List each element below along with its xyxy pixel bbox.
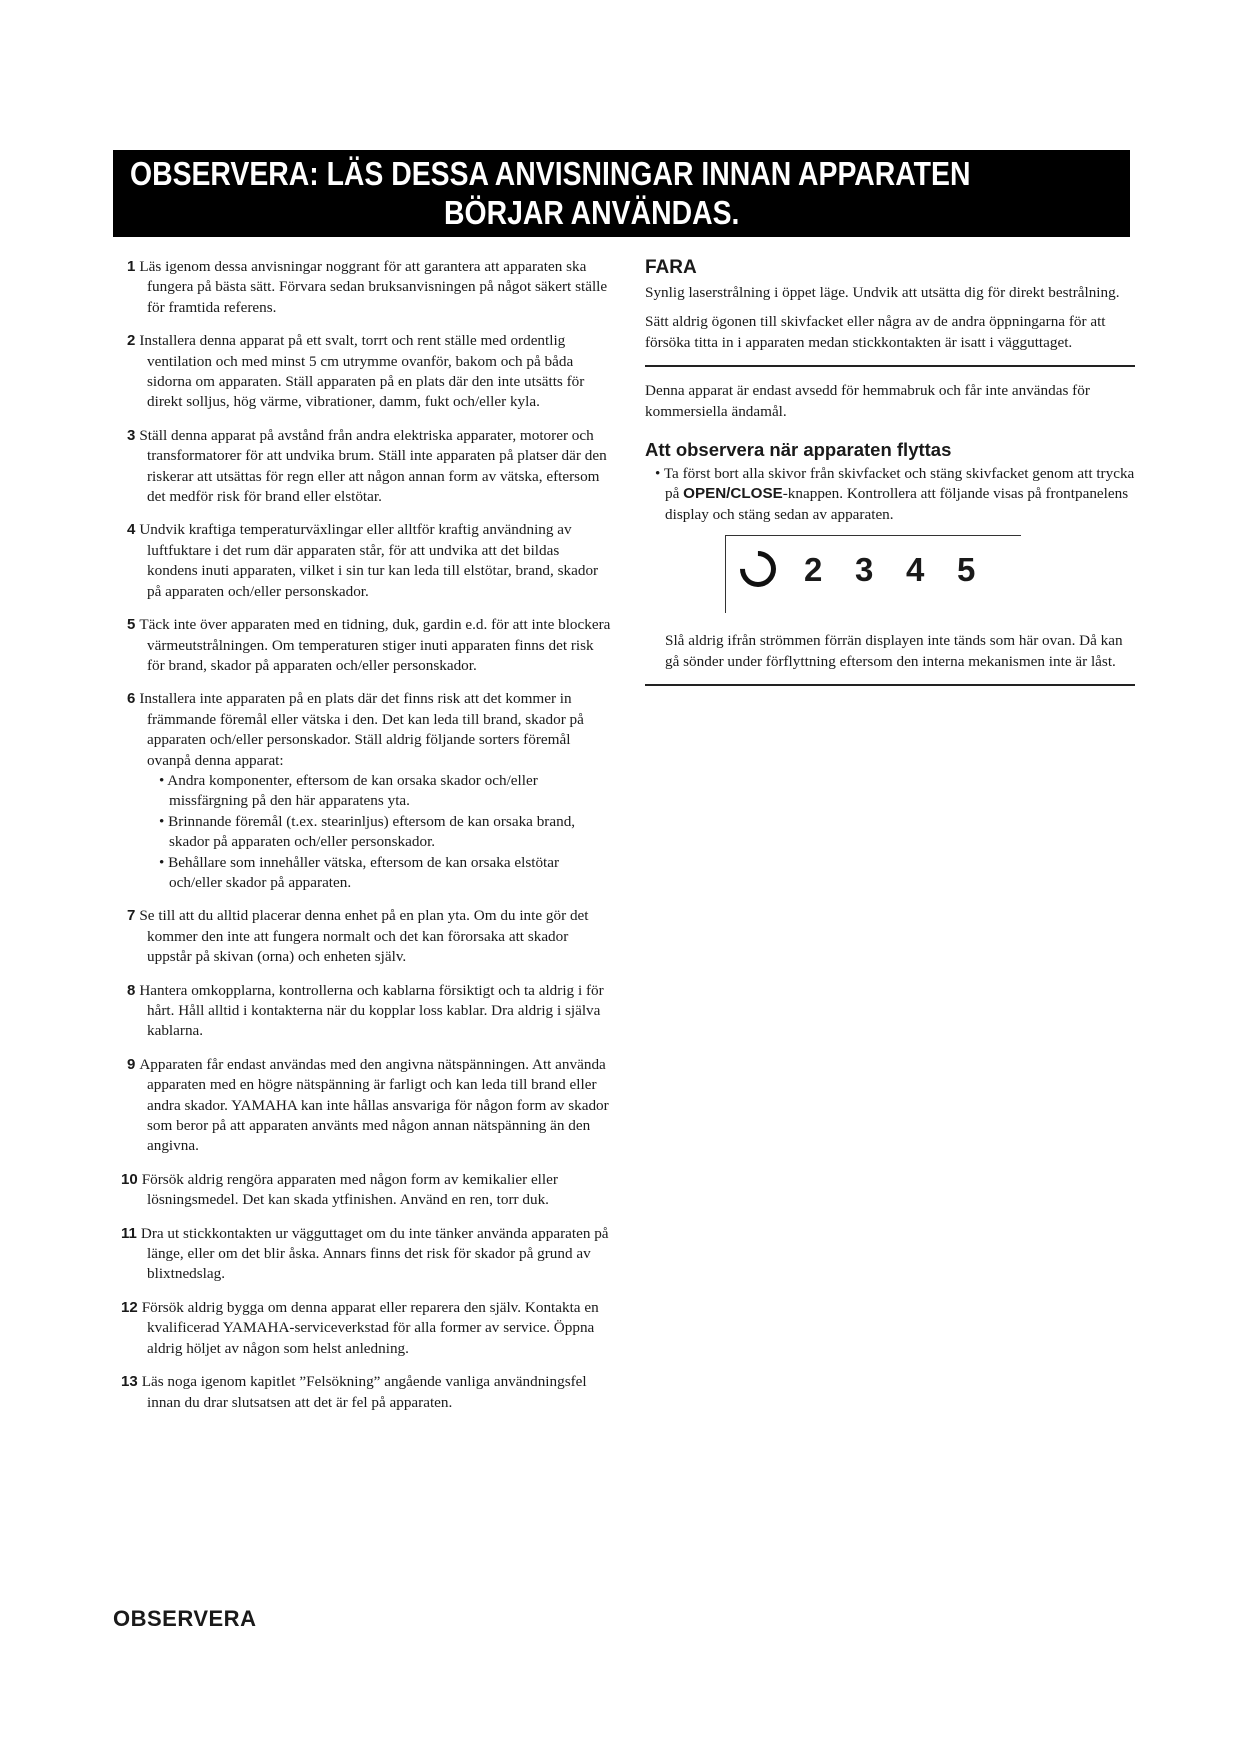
fara-paragraph-2: Sätt aldrig ögonen till skivfacket eller några av de andra öppningarna för att försöka titta in i apparaten medan stickkontakten är isatt i vägguttaget. [645,313,1106,351]
moving-note: Slå aldrig ifrån strömmen förrän displayen inte tänds som här ovan. Då kan gå sönder under förflyttning eftersom den interna mekanismen inte är låst. [665,632,1123,670]
sub-bullet-list [147,771,613,893]
sub-bullet: • Behållare som innehåller vätska, eftersom de kan orsaka elstötar och/eller skador på apparaten. [159,853,560,891]
footer-section-label: OBSERVERA [113,1606,257,1631]
list-item: 13 Läs noga igenom kapitlet ”Felsökning” angående vanliga användningsfel innan du drar slutsatsen att det är fel på apparaten. [121,1373,587,1411]
instructions-list [113,257,613,1426]
list-item: 1 Läs igenom dessa anvisningar noggrant för att garantera att apparaten ska fungera på bästa sätt. Förvara sedan bruksanvisningen på något säkert ställe för framtida referens. [127,258,608,316]
front-panel-display [725,535,1021,613]
open-close-button-label: OPEN/CLOSE [683,485,783,503]
loading-ring-icon [733,544,784,595]
sub-bullet: • Brinnande föremål (t.ex. stearinljus) eftersom de kan orsaka brand, skador på apparaten och/eller personskador. [159,812,576,851]
moving-heading: Att observera när apparaten flyttas [645,439,952,461]
display-digit: 5 [957,551,976,589]
list-item: 5 Täck inte över apparaten med en tidning, duk, gardin e.d. för att inte blockera värmeutstrålningen. Om temperaturen stiger inuti apparaten finns det risk för brand, skador på apparaten och/eller personskador. [127,616,611,674]
list-item: 12 Försök aldrig bygga om denna apparat eller reparera den själv. Kontakta en kvalificerad YAMAHA-serviceverkstad för alla former av service. Öppna aldrig höljet av någon som helst anledning. [121,1298,599,1357]
display-digit: 3 [855,551,874,589]
sub-bullet: • Andra komponenter, eftersom de kan orsaka skador och/eller missfärgning på den här apparatens yta. [159,771,538,810]
fara-paragraph-1: Synlig laserstrålning i öppet läge. Undvik att utsätta dig för direkt bestrålning. [645,284,1120,301]
list-item: 11 Dra ut stickkontakten ur vägguttaget om du inte tänker använda apparaten på länge, eller om det blir åska. Annars finns det risk för skador på grund av blixtnedslag. [121,1224,609,1283]
list-item: 7 Se till att du alltid placerar denna enhet på en plan yta. Om du inte gör det kommer den inte att fungera normalt och det kan förorsaka att skador uppstår på skivan (orna) och enheten själv. [127,907,589,966]
right-column [645,256,1135,700]
list-item: 9 Apparaten får endast användas med den angivna nätspänningen. Att använda apparaten med en högre nätspänning är farligt och kan leda till brand eller andra skador. YAMAHA kan inte hållas ansvariga för någon form av skador som beror på att apparaten använts med någon annan nätspänning än den angivna. [127,1055,609,1155]
title-line-2: BÖRJAR ANVÄNDAS. [444,194,740,231]
home-use-note: Denna apparat är endast avsedd för hemmabruk och får inte användas för kommersiella ändamål. [645,382,1090,420]
list-item: 3 Ställ denna apparat på avstånd från andra elektriska apparater, motorer och transformatorer för att undvika brum. Ställ inte apparaten på platser där den riskerar att utsättas för regn eller att någon annan form av vätska, eftersom det medför risk för brand eller elstötar. [127,426,607,506]
divider [645,365,1135,367]
moving-bullet: • Ta först bort alla skivor från skivfacket och stäng skivfacket genom att trycka på OPEN/CLOSE-knappen. Kontrollera att följande visas på frontpanelens display och stäng sedan av apparaten. [655,465,1135,523]
list-item: 2 Installera denna apparat på ett svalt, torrt och rent ställe med ordentlig ventilation och med minst 5 cm utrymme ovanför, bakom och på båda sidorna om apparaten. Ställ apparaten på en plats där den inte utsätts för direkt solljus, hög värme, vibrationer, damm, fukt och/eller kyla. [127,332,585,411]
display-digits [804,551,1008,589]
list-item: 8 Hantera omkopplarna, kontrollerna och kablarna försiktigt och ta aldrig i för hårt. Håll alltid i kontakterna när du kopplar loss kablar. Dra aldrig i själva kablarna. [127,981,604,1040]
divider [645,684,1135,686]
title-line-1: OBSERVERA: LÄS DESSA ANVISNINGAR INNAN APPARATEN [130,155,971,192]
fara-heading: FARA [645,257,697,278]
list-item: 4 Undvik kraftiga temperaturväxlingar eller alltför kraftig användning av luftfuktare i det rum där apparaten står, för att undvika att det bildas kondens inuti apparaten, vilket i sin tur kan leda till elstötar, brand, skador på apparaten och/eller personskador. [127,521,599,600]
display-digit: 4 [906,551,925,589]
page-title-banner [113,150,1130,237]
display-digit: 2 [804,551,823,589]
list-item: 10 Försök aldrig rengöra apparaten med någon form av kemikalier eller lösningsmedel. Det kan skada ytfinishen. Använd en ren, torr duk. [121,1170,558,1209]
list-item: 6 Installera inte apparaten på en plats där det finns risk att det kommer in främmande föremål eller vätska i den. Det kan leda till brand, skador på apparaten och/eller personskador. Ställ aldrig följande sorters föremål ovanpå denna apparat: • Andra komponenter, eftersom de kan orsaka skador och/eller missfärgning på den här apparatens yta. • Brinnande föremål (t.ex. stearinljus) eftersom de kan orsaka brand, skador på apparaten och/eller personskador. • Behållare som innehåller vätska, eftersom de kan orsaka elstötar och/eller skador på apparaten. [113,689,613,893]
